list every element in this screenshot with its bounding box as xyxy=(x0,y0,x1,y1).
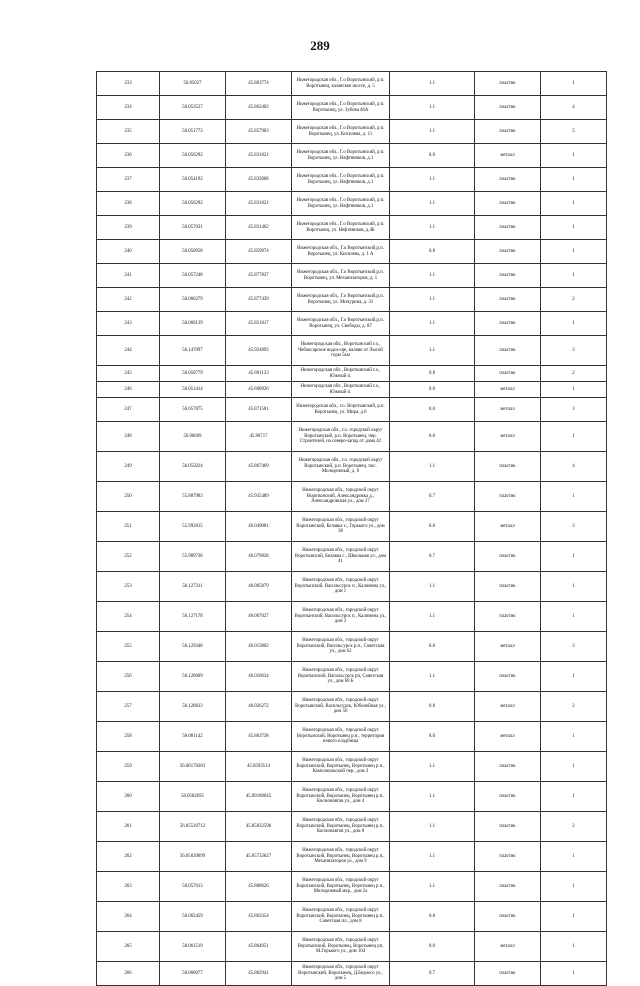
address-cell: Нижегородская обл., городской округ Воротынский, Воротынец, Воротынец р.п., Советская пл., дом 8 xyxy=(292,902,390,932)
material-cell: пластик xyxy=(475,96,541,120)
latitude-cell: 56.127311 xyxy=(160,572,226,602)
row-number-cell: 241 xyxy=(97,264,160,288)
table-row xyxy=(97,752,607,782)
count-cell: 1 xyxy=(541,422,607,452)
volume-cell: 0.8 xyxy=(390,692,475,722)
row-number-cell: 234 xyxy=(97,96,160,120)
data-table xyxy=(96,71,607,986)
row-number-cell: 248 xyxy=(97,422,160,452)
table-row xyxy=(97,812,607,842)
longitude-cell: 45.832008 xyxy=(226,168,292,192)
latitude-cell: 56.056292 xyxy=(160,144,226,168)
table-row xyxy=(97,422,607,452)
address-cell: Нижегородская обл., Г.о Воротынский,р.п. Воротынец, ул. Механизаторов, д. 1 xyxy=(292,264,390,288)
latitude-cell: 56.063459 xyxy=(160,902,226,932)
longitude-cell: 45.86717 xyxy=(226,422,292,452)
volume-cell: 1.1 xyxy=(390,572,475,602)
longitude-cell: 45.85733627 xyxy=(226,842,292,872)
volume-cell: 0.7 xyxy=(390,482,475,512)
longitude-cell: 46.026272 xyxy=(226,692,292,722)
table-row xyxy=(97,632,607,662)
count-cell: 1 xyxy=(541,168,607,192)
material-cell: пластик xyxy=(475,572,541,602)
address-cell: Нижегородская обл., городской округ Воротынский, Васильсурск р.п., Советская ул., дом 62 xyxy=(292,632,390,662)
volume-cell: 1.1 xyxy=(390,192,475,216)
longitude-cell: 45.877439 xyxy=(226,288,292,312)
address-cell: Нижегородская обл., Г.о Воротынский,р.п. Воротынец, ул. Кисилева, д. 1 А xyxy=(292,240,390,264)
latitude-cell: 56.055024 xyxy=(160,452,226,482)
material-cell: пластик xyxy=(475,782,541,812)
latitude-cell: 56.120609 xyxy=(160,662,226,692)
row-number-cell: 243 xyxy=(97,312,160,336)
table-row xyxy=(97,662,607,692)
longitude-cell: 45.691133 xyxy=(226,366,292,382)
volume-cell: 8.0 xyxy=(390,398,475,422)
latitude-cell: 56.127178 xyxy=(160,602,226,632)
material-cell: пластик xyxy=(475,288,541,312)
table-row xyxy=(97,482,607,512)
longitude-cell: 45.924893 xyxy=(226,336,292,366)
row-number-cell: 246 xyxy=(97,382,160,398)
table-row xyxy=(97,336,607,366)
row-number-cell: 264 xyxy=(97,902,160,932)
latitude-cell: 56.06669 xyxy=(160,422,226,452)
address-cell: Нижегородская обл., Воротынский г.о., Чебоксарское водох-ще, налево от Лысой горы 5км xyxy=(292,336,390,366)
material-cell: пластик xyxy=(475,812,541,842)
longitude-cell: 46.049081 xyxy=(226,512,292,542)
table-row xyxy=(97,782,607,812)
row-number-cell: 266 xyxy=(97,962,160,986)
count-cell: 1 xyxy=(541,482,607,512)
volume-cell: 1.1 xyxy=(390,872,475,902)
row-number-cell: 262 xyxy=(97,842,160,872)
address-cell: Нижегородская обл., Г.о Воротынский, р.п. Воротынец, ул. Нефтяников, д.4Б xyxy=(292,216,390,240)
address-cell: Нижегородская обл., Воротынский г.о., Южный п. xyxy=(292,366,390,382)
address-cell: Нижегородская обл., городской округ Воротынский, Александровка д., Александровская ул., дом 27 xyxy=(292,482,390,512)
longitude-cell: 45.690926 xyxy=(226,382,292,398)
volume-cell: 1.1 xyxy=(390,264,475,288)
table-row xyxy=(97,932,607,962)
row-number-cell: 247 xyxy=(97,398,160,422)
latitude-cell: 56.051773 xyxy=(160,120,226,144)
longitude-cell: 45.859974 xyxy=(226,240,292,264)
longitude-cell: 46.005879 xyxy=(226,572,292,602)
volume-cell: 1.1 xyxy=(390,216,475,240)
table-row xyxy=(97,382,607,398)
longitude-cell: 45.851817 xyxy=(226,312,292,336)
material-cell: пластик xyxy=(475,482,541,512)
longitude-cell: 45.857983 xyxy=(226,120,292,144)
table-row xyxy=(97,692,607,722)
count-cell: 1 xyxy=(541,542,607,572)
material-cell: металл xyxy=(475,382,541,398)
table-row xyxy=(97,120,607,144)
latitude-cell: 56.06178283 xyxy=(160,752,226,782)
volume-cell: 8.0 xyxy=(390,932,475,962)
row-number-cell: 263 xyxy=(97,872,160,902)
table-row xyxy=(97,452,607,482)
longitude-cell: 45.871581 xyxy=(226,398,292,422)
table-row xyxy=(97,96,607,120)
material-cell: пластик xyxy=(475,542,541,572)
address-cell: Нижегородская обл., городской округ Воротынский, Воротынец, Воротынец р.п., Космонавтов ул., дом 8 xyxy=(292,812,390,842)
count-cell: 1 xyxy=(541,872,607,902)
table-row xyxy=(97,572,607,602)
row-number-cell: 249 xyxy=(97,452,160,482)
count-cell: 3 xyxy=(541,632,607,662)
page-number: 289 xyxy=(310,38,330,53)
address-cell: Нижегородская обл., городской округ Воротынский, Воротынец р.п., территория нового кладбища xyxy=(292,722,390,752)
latitude-cell: 56.05510712 xyxy=(160,812,226,842)
address-cell: Нижегородская обл., городской округ Воротынский, Воротынец, Воротынец р.п., Молодежный мкр., дом 2а xyxy=(292,872,390,902)
address-cell: Нижегородская обл., Г.о Воротынский,р.п. Воротынец, ул. Свободы, д. 87 xyxy=(292,312,390,336)
address-cell: Нижегородская обл., Г.о Воротынский, р.п. Воротынец, ул. Нефтяников, д.1 xyxy=(292,192,390,216)
latitude-cell: 56.053527 xyxy=(160,96,226,120)
count-cell: 2 xyxy=(541,288,607,312)
count-cell: 1 xyxy=(541,662,607,692)
address-cell: Нижегородская обл., городской округ Воротынский, Васильсурск п., Калинина ул., дом 3 xyxy=(292,602,390,632)
volume-cell: 0.8 xyxy=(390,366,475,382)
latitude-cell: 56.147097 xyxy=(160,336,226,366)
latitude-cell: 56.050779 xyxy=(160,366,226,382)
longitude-cell: 45.868626 xyxy=(226,872,292,902)
address-cell: Нижегородская обл., Г.о Воротынский,р.п. Воротынец, ул. Мичурина, д. 31 xyxy=(292,288,390,312)
table-row xyxy=(97,902,607,932)
row-number-cell: 240 xyxy=(97,240,160,264)
volume-cell: 1.1 xyxy=(390,452,475,482)
material-cell: пластик xyxy=(475,120,541,144)
count-cell: 1 xyxy=(541,264,607,288)
table-row xyxy=(97,398,607,422)
longitude-cell: 46.013802 xyxy=(226,632,292,662)
row-number-cell: 261 xyxy=(97,812,160,842)
latitude-cell: 56.066279 xyxy=(160,288,226,312)
latitude-cell: 56.056292 xyxy=(160,192,226,216)
latitude-cell: 55.992815 xyxy=(160,512,226,542)
count-cell: 1 xyxy=(541,722,607,752)
count-cell: 3 xyxy=(541,398,607,422)
row-number-cell: 237 xyxy=(97,168,160,192)
row-number-cell: 265 xyxy=(97,932,160,962)
count-cell: 2 xyxy=(541,366,607,382)
longitude-cell: 45.863354 xyxy=(226,902,292,932)
material-cell: пластик xyxy=(475,216,541,240)
material-cell: металл xyxy=(475,632,541,662)
address-cell: Нижегородская обл., Г.о Воротынский, р.п. Воротынец, ул. Нефтяников, д.1 xyxy=(292,144,390,168)
table-row xyxy=(97,216,607,240)
row-number-cell: 254 xyxy=(97,602,160,632)
latitude-cell: 56.054192 xyxy=(160,168,226,192)
volume-cell: 1.1 xyxy=(390,120,475,144)
count-cell: 1 xyxy=(541,962,607,986)
longitude-cell: 45.8593514 xyxy=(226,752,292,782)
address-cell: Нижегородская обл., городской округ Воротынский, Воротынец, Воротынец р.п., Космонавтов ул., дом 4 xyxy=(292,782,390,812)
address-cell: Нижегородская обл., г.о. городской округ Воротынский, р.п. Воротынец, пос. Молодежный, д. 8 xyxy=(292,452,390,482)
latitude-cell: 56.061142 xyxy=(160,722,226,752)
table-row xyxy=(97,312,607,336)
count-cell: 5 xyxy=(541,120,607,144)
row-number-cell: 252 xyxy=(97,542,160,572)
longitude-cell: 45.863738 xyxy=(226,722,292,752)
count-cell: 1 xyxy=(541,382,607,398)
address-cell: Нижегородская обл., г.о. Воротынский, р.п. Воротынец, ул. Мира, д.6 xyxy=(292,398,390,422)
table-row xyxy=(97,144,607,168)
address-cell: Нижегородская обл., Г.о Воротынский, р.п. Воротынец, казанское шоссе, д. 5 xyxy=(292,72,390,96)
address-cell: Нижегородская обл., городской округ Воротынский, Воротынец, Воротынец р.п., Комсомольский пер., дом 3 xyxy=(292,752,390,782)
longitude-cell: 45.877837 xyxy=(226,264,292,288)
longitude-cell: 46.016634 xyxy=(226,662,292,692)
latitude-cell: 56.05027 xyxy=(160,72,226,96)
material-cell: пластик xyxy=(475,872,541,902)
volume-cell: 8.0 xyxy=(390,144,475,168)
row-number-cell: 255 xyxy=(97,632,160,662)
material-cell: металл xyxy=(475,722,541,752)
row-number-cell: 242 xyxy=(97,288,160,312)
longitude-cell: 45.831821 xyxy=(226,192,292,216)
longitude-cell: 45.831821 xyxy=(226,144,292,168)
latitude-cell: 56.051414 xyxy=(160,382,226,398)
row-number-cell: 245 xyxy=(97,366,160,382)
count-cell: 1 xyxy=(541,602,607,632)
row-number-cell: 253 xyxy=(97,572,160,602)
table-row xyxy=(97,168,607,192)
table-row xyxy=(97,512,607,542)
material-cell: металл xyxy=(475,932,541,962)
count-cell: 1 xyxy=(541,572,607,602)
row-number-cell: 244 xyxy=(97,336,160,366)
latitude-cell: 56.057248 xyxy=(160,264,226,288)
latitude-cell: 56.05639099 xyxy=(160,842,226,872)
address-cell: Нижегородская обл., городской округ Воротынский, Белавка с., Школьная ул., дом 41 xyxy=(292,542,390,572)
volume-cell: 1.1 xyxy=(390,96,475,120)
table-row xyxy=(97,366,607,382)
count-cell: 1 xyxy=(541,240,607,264)
volume-cell: 1.1 xyxy=(390,812,475,842)
address-cell: Нижегородская обл., городской округ Воротынский, Воротынец, Д.Бедного ул., дом 5 xyxy=(292,962,390,986)
material-cell: пластик xyxy=(475,902,541,932)
volume-cell: 1.1 xyxy=(390,288,475,312)
longitude-cell: 45.89180045 xyxy=(226,782,292,812)
longitude-cell: 45.831462 xyxy=(226,216,292,240)
material-cell: металл xyxy=(475,512,541,542)
material-cell: пластик xyxy=(475,842,541,872)
volume-cell: 1.1 xyxy=(390,168,475,192)
material-cell: пластик xyxy=(475,72,541,96)
table-row xyxy=(97,542,607,572)
row-number-cell: 260 xyxy=(97,782,160,812)
table-row xyxy=(97,72,607,96)
row-number-cell: 256 xyxy=(97,662,160,692)
latitude-cell: 56.129348 xyxy=(160,632,226,662)
row-number-cell: 257 xyxy=(97,692,160,722)
volume-cell: 0.8 xyxy=(390,902,475,932)
count-cell: 2 xyxy=(541,692,607,722)
material-cell: металл xyxy=(475,144,541,168)
volume-cell: 1.1 xyxy=(390,752,475,782)
address-cell: Нижегородская обл., Воротынский г.о., Южный п. xyxy=(292,382,390,398)
table-row xyxy=(97,192,607,216)
volume-cell: 8.0 xyxy=(390,422,475,452)
material-cell: пластик xyxy=(475,752,541,782)
longitude-cell: 45.863774 xyxy=(226,72,292,96)
count-cell: 1 xyxy=(541,144,607,168)
latitude-cell: 55.989738 xyxy=(160,542,226,572)
material-cell: пластик xyxy=(475,264,541,288)
count-cell: 4 xyxy=(541,96,607,120)
table-row xyxy=(97,722,607,752)
address-cell: Нижегородская обл., Г.о Воротынский, р.п. Воротынец, ул. Кисилева, д. 11 xyxy=(292,120,390,144)
volume-cell: 1.1 xyxy=(390,602,475,632)
count-cell: 1 xyxy=(541,72,607,96)
latitude-cell: 56.057031 xyxy=(160,216,226,240)
address-cell: Нижегородская обл., городской округ Воротынский, Воротынец, Воротынец р.п., Механизаторов ул., дом 9 xyxy=(292,842,390,872)
address-cell: Нижегородская обл., Г.о Воротынский, р.п. Воротынец, ул. Зубова 46А xyxy=(292,96,390,120)
volume-cell: 1.1 xyxy=(390,842,475,872)
volume-cell: 1.1 xyxy=(390,782,475,812)
longitude-cell: 45.935489 xyxy=(226,482,292,512)
address-cell: Нижегородская обл., городской округ Воротынский, Васильсурск рп, Советская ул., дом 60 Б xyxy=(292,662,390,692)
count-cell: 1 xyxy=(541,842,607,872)
material-cell: пластик xyxy=(475,452,541,482)
row-number-cell: 250 xyxy=(97,482,160,512)
material-cell: пластик xyxy=(475,366,541,382)
count-cell: 4 xyxy=(541,452,607,482)
count-cell: 1 xyxy=(541,902,607,932)
volume-cell: 8.0 xyxy=(390,382,475,398)
material-cell: пластик xyxy=(475,662,541,692)
row-number-cell: 235 xyxy=(97,120,160,144)
count-cell: 1 xyxy=(541,782,607,812)
material-cell: пластик xyxy=(475,168,541,192)
volume-cell: 8.0 xyxy=(390,722,475,752)
count-cell: 2 xyxy=(541,812,607,842)
longitude-cell: 45.864951 xyxy=(226,932,292,962)
material-cell: пластик xyxy=(475,962,541,986)
address-cell: Нижегородская обл., городской округ Воротынский, Белавка с., Горького ул., дом 38 xyxy=(292,512,390,542)
row-number-cell: 233 xyxy=(97,72,160,96)
address-cell: Нижегородская обл., г.о. городской округ Воротынский, р.п. Воротынец, пер. Строителей, на северо-запад от дома 42 xyxy=(292,422,390,452)
latitude-cell: 56.050958 xyxy=(160,240,226,264)
volume-cell: 1.1 xyxy=(390,312,475,336)
volume-cell: 1.1 xyxy=(390,662,475,692)
address-cell: Нижегородская обл., Г.о Воротынский, р.п. Воротынец, ул. Нефтяников, д.1 xyxy=(292,168,390,192)
table-row xyxy=(97,240,607,264)
count-cell: 1 xyxy=(541,752,607,782)
row-number-cell: 238 xyxy=(97,192,160,216)
table-row xyxy=(97,264,607,288)
row-number-cell: 258 xyxy=(97,722,160,752)
volume-cell: 0.7 xyxy=(390,962,475,986)
volume-cell: 1.1 xyxy=(390,72,475,96)
material-cell: металл xyxy=(475,422,541,452)
address-cell: Нижегородская обл., городской округ Воротынский, Воротынец, Воротынец рп, М.Горького ул., дом 104 xyxy=(292,932,390,962)
latitude-cell: 55.887983 xyxy=(160,482,226,512)
latitude-cell: 56.057875 xyxy=(160,398,226,422)
material-cell: пластик xyxy=(475,240,541,264)
table-row xyxy=(97,602,607,632)
volume-cell: 0.7 xyxy=(390,542,475,572)
material-cell: пластик xyxy=(475,192,541,216)
row-number-cell: 236 xyxy=(97,144,160,168)
latitude-cell: 56.128833 xyxy=(160,692,226,722)
longitude-cell: 45.862941 xyxy=(226,962,292,986)
volume-cell: 8.0 xyxy=(390,512,475,542)
longitude-cell: 46.079828 xyxy=(226,542,292,572)
volume-cell: 8.0 xyxy=(390,632,475,662)
longitude-cell: 45.862402 xyxy=(226,96,292,120)
volume-cell: 1.1 xyxy=(390,336,475,366)
material-cell: пластик xyxy=(475,602,541,632)
volume-cell: 0.8 xyxy=(390,240,475,264)
count-cell: 1 xyxy=(541,216,607,240)
count-cell: 1 xyxy=(541,192,607,216)
material-cell: металл xyxy=(475,398,541,422)
row-number-cell: 259 xyxy=(97,752,160,782)
material-cell: металл xyxy=(475,692,541,722)
count-cell: 3 xyxy=(541,336,607,366)
latitude-cell: 56.060139 xyxy=(160,312,226,336)
latitude-cell: 56.0582695 xyxy=(160,782,226,812)
latitude-cell: 56.060077 xyxy=(160,962,226,986)
count-cell: 1 xyxy=(541,932,607,962)
material-cell: пластик xyxy=(475,312,541,336)
latitude-cell: 56.061519 xyxy=(160,932,226,962)
address-cell: Нижегородская обл., городской округ Воротынский, Васильсурск, Юбилейная ул., дом 56 xyxy=(292,692,390,722)
latitude-cell: 56.057613 xyxy=(160,872,226,902)
longitude-cell: 45.85832596 xyxy=(226,812,292,842)
table-row xyxy=(97,962,607,986)
count-cell: 3 xyxy=(541,512,607,542)
count-cell: 1 xyxy=(541,312,607,336)
row-number-cell: 251 xyxy=(97,512,160,542)
material-cell: пластик xyxy=(475,336,541,366)
table-row xyxy=(97,842,607,872)
table-row xyxy=(97,288,607,312)
row-number-cell: 239 xyxy=(97,216,160,240)
table-row xyxy=(97,872,607,902)
address-cell: Нижегородская обл., городской округ Воротынский, Васильсурск п., Калинина ул., дом 1 xyxy=(292,572,390,602)
longitude-cell: 45.867469 xyxy=(226,452,292,482)
longitude-cell: 46.007027 xyxy=(226,602,292,632)
